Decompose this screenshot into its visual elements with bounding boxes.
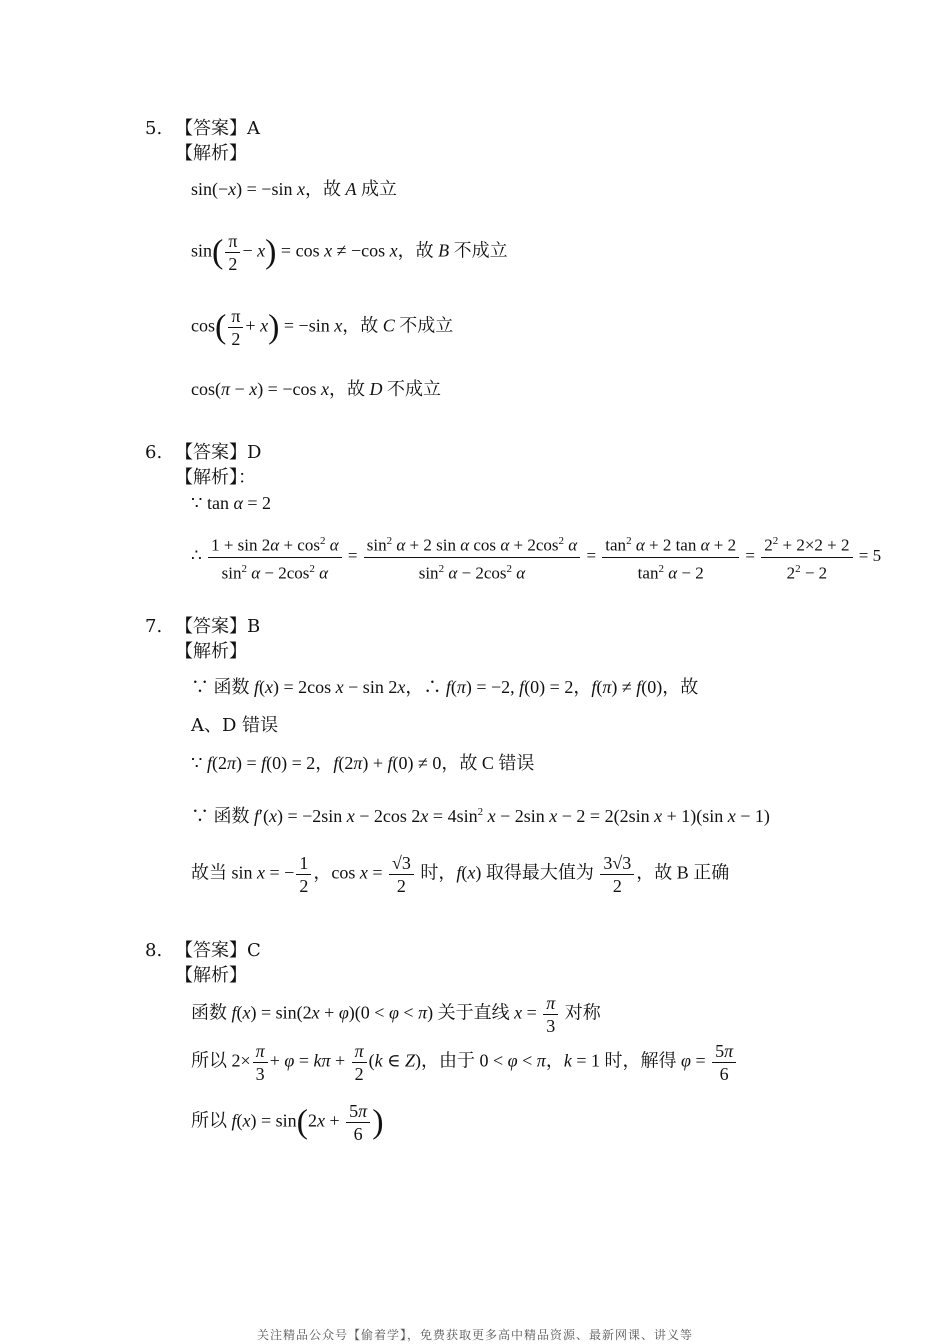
q5-answer: 【答案】A	[175, 118, 260, 139]
q8-answer: 【答案】C	[175, 940, 261, 961]
q6-analysis-label: 【解析】：	[175, 467, 256, 488]
q8-line-1: 函数 f(x) = sin(2x + φ)(0 < φ < π) 关于直线 x = $\frac{\pi}{3}$ 对称	[191, 993, 601, 1036]
q7-analysis-label: 【解析】	[175, 641, 247, 662]
q6-number: 6.	[145, 442, 163, 463]
q6-line-1: ∵ tan α = 2	[191, 493, 272, 513]
q8-line-2: 所以 2× $\frac{\pi}{3}$ + φ = kπ + $\frac{\pi}{2}$ (k ∈ Z)，由于 0 < φ < π，k = 1 时，解得 φ = $\frac{5\pi}{6}$	[191, 1040, 738, 1085]
q7-line-1: ∵ 函数 f(x) = 2cos x − sin 2x，∴ f(π) = −2, f(0) = 2，f(π) ≠ f(0)，故	[191, 677, 699, 697]
q7-answer: 【答案】B	[175, 616, 261, 637]
q7-number: 7.	[145, 616, 163, 637]
q6-answer: 【答案】D	[175, 442, 262, 463]
q5-line-4: cos(π − x) = −cos x，故 D 不成立	[191, 379, 441, 399]
q7-line-2: A、D 错误	[191, 715, 279, 736]
q7-line-5: 故当 sin x = − $\frac{1}{2}$ ，cos x = $\frac{√3}{2}$ 时，f(x) 取得最大值为 $\frac{3√3}{2}$ ，故 B 正确	[191, 853, 730, 896]
q5-line-2: sin( $\frac{\pi}{2}$ − x) = cos x ≠ −cos x，故 B 不成立	[191, 231, 508, 274]
page-footer: 关注精品公众号【偷着学】，免费获取更多高中精品资源、最新网课、讲义等	[256, 1328, 693, 1342]
q5-line-3: cos( $\frac{\pi}{2}$ + x) = −sin x，故 C 不成立	[191, 306, 454, 349]
q5-analysis-label: 【解析】	[175, 143, 247, 164]
q8-line-3: 所以 f(x) = sin(2x + $\frac{5\pi}{6}$ )	[191, 1101, 384, 1144]
q5-line-1: sin(−x) = −sin x，故 A 成立	[191, 179, 397, 199]
q8-number: 8.	[145, 940, 163, 961]
q7-line-3: ∵ f(2π) = f(0) = 2，f(2π) + f(0) ≠ 0，故 C 错误	[191, 753, 535, 773]
q8-analysis-label: 【解析】	[175, 965, 247, 986]
q5-number: 5.	[145, 118, 163, 139]
q6-line-2: ∴ $\frac{1 + \sin 2\alpha + \cos^2 \alpha}{\sin^2 \alpha - 2\cos^2 \alpha}$ = $\frac{\sin^2 \alpha + 2 \sin \alpha \cos \alpha + 2\cos^2 \alpha}{\sin^2 \alpha - 2\cos^2 \alpha}$ = $\frac{\tan^2 \alpha + 2 \tan \alpha + 2}{\tan^2 \alpha - 2}$ = $\frac{2^2 + 2\times 2 + 2}{2^2 - 2}$ = 5	[191, 530, 881, 584]
q7-line-4: ∵ 函数 f′(x) = −2sin x − 2cos $2x = 4\sin^2$ x − 2sin x − 2 = 2(2sin x + 1)(sin x − 1)	[191, 806, 770, 826]
